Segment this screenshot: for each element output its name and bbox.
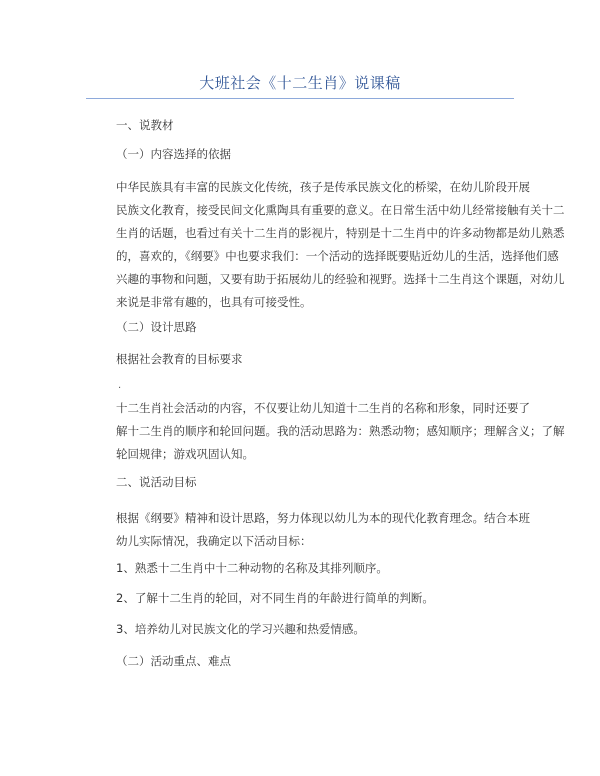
goal-item: 3、培养幼儿对民族文化的学习兴趣和热爱情感。 — [116, 622, 365, 636]
paragraph-line: 的，喜欢的，《纲要》中也要求我们：一个活动的选择既要贴近幼儿的生活，选择他们感 — [116, 249, 559, 263]
document-title: 大班社会《十二生肖》说课稿 — [199, 74, 401, 92]
goal-item: 2、了解十二生肖的轮回，对不同生肖的年龄进行简单的判断。 — [116, 591, 434, 605]
paragraph-line: 轮回规律；游戏巩固认知。 — [116, 447, 254, 461]
section-heading-activity-goals: 二、说活动目标 — [116, 475, 197, 489]
paragraph-line: 幼儿实际情况，我确定以下活动目标： — [116, 534, 312, 548]
title-divider — [86, 98, 514, 99]
paragraph-line: 十二生肖社会活动的内容，不仅要让幼儿知道十二生肖的名称和形象，同时还要了 — [116, 401, 530, 415]
subsection-heading-content-basis: （一）内容选择的依据 — [116, 147, 231, 161]
paragraph-line: 根据《纲要》精神和设计思路，努力体现以幼儿为本的现代化教育理念。结合本班 — [116, 511, 530, 525]
section-heading-teaching-material: 一、说教材 — [116, 118, 174, 132]
paragraph-line: 民族文化教育，接受民间文化熏陶具有重要的意义。在日常生活中幼儿经常接触有关十二 — [116, 203, 565, 217]
paragraph-line: 解十二生肖的顺序和轮回问题。我的活动思路为：熟悉动物；感知顺序；理解含义；了解 — [116, 424, 565, 438]
paragraph-line: 生肖的话题，也看过有关十二生肖的影视片，特别是十二生肖中的许多动物都是幼儿熟悉 — [116, 226, 565, 240]
paragraph-line: 中华民族具有丰富的民族文化传统，孩子是传承民族文化的桥梁，在幼儿阶段开展 — [116, 180, 530, 194]
subsection-heading-design-idea: （二）设计思路 — [116, 320, 197, 334]
paragraph-line: 根据社会教育的目标要求 — [116, 352, 243, 366]
stray-mark: . — [118, 380, 122, 391]
paragraph-line: 兴趣的事物和问题，又要有助于拓展幼儿的经验和视野。选择十二生肖这个课题，对幼儿 — [116, 272, 565, 286]
paragraph-line: 来说是非常有趣的，也具有可接受性。 — [116, 295, 312, 309]
subsection-heading-key-points: （二）活动重点、难点 — [116, 654, 231, 668]
goal-item: 1、熟悉十二生肖中十二种动物的名称及其排列顺序。 — [116, 561, 388, 575]
